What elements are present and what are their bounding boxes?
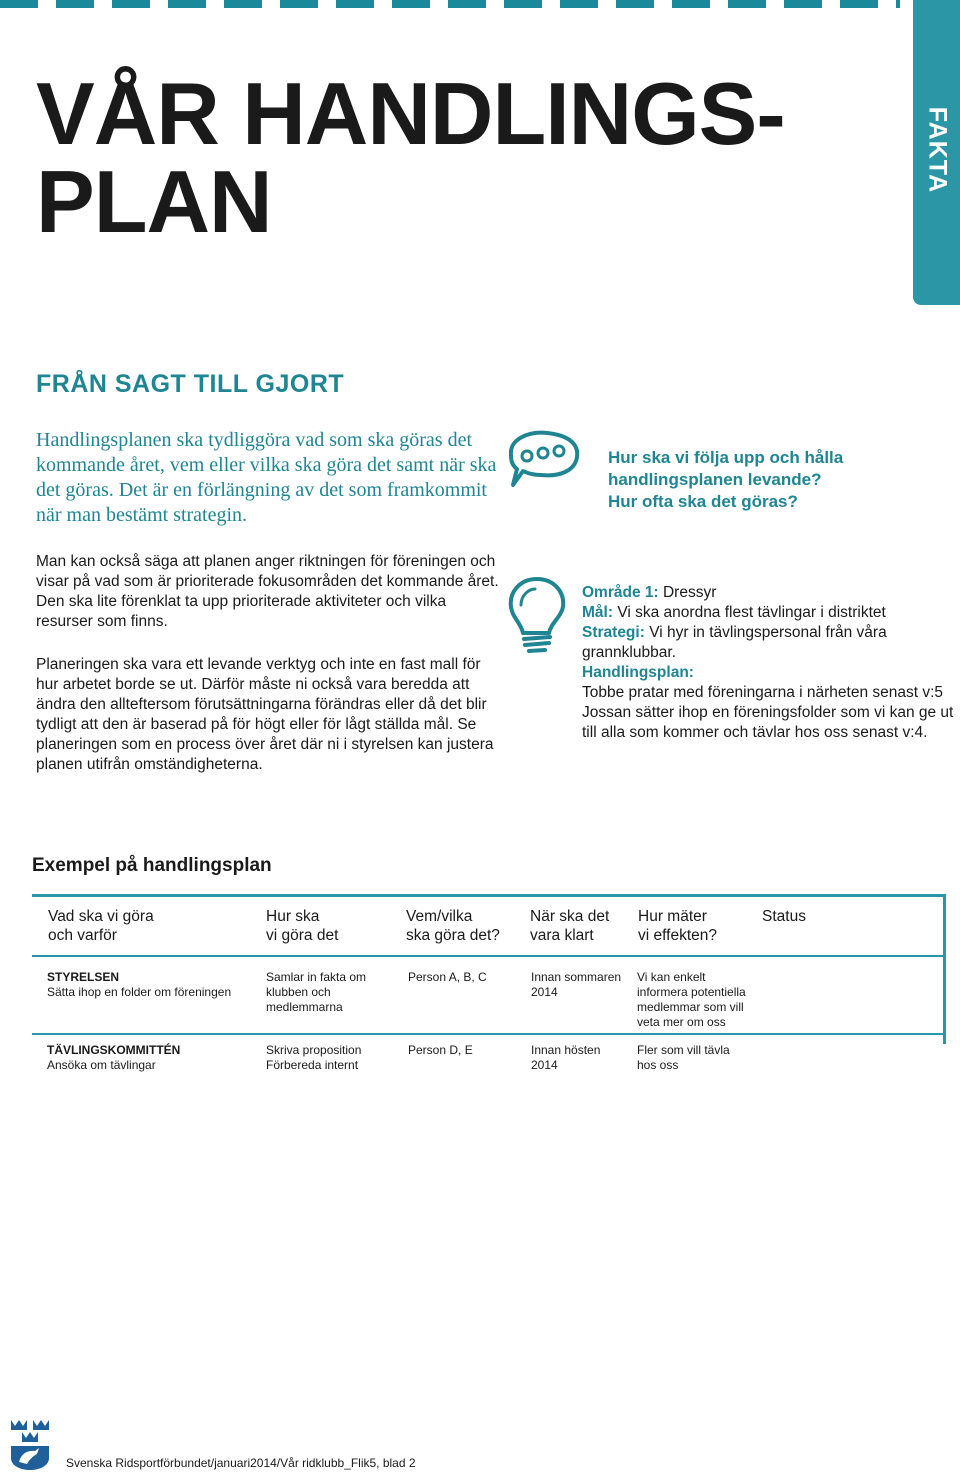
page-title <box>36 64 785 251</box>
header-line: ska göra det? <box>406 927 500 944</box>
example-strategy-label: Strategi: <box>582 624 645 641</box>
row-group-label: TÄVLINGSKOMMITTÉN <box>47 1043 181 1057</box>
table-row-2-measure <box>637 1043 730 1073</box>
table-row-1-who: Person A, B, C <box>408 970 487 984</box>
page-title-line-1: VÅR HANDLINGS- <box>36 64 785 163</box>
table-header-who <box>406 907 500 945</box>
row-task: Ansöka om tävlingar <box>47 1058 156 1072</box>
cell-line: hos oss <box>637 1058 679 1072</box>
table-row-1-when <box>531 970 621 1000</box>
table-divider <box>32 955 946 957</box>
table-row-1-how <box>266 970 366 1015</box>
table-header-what <box>48 907 154 945</box>
table-title: Exempel på handlingsplan <box>32 855 272 876</box>
followup-question-line: handlingsplanen levande? <box>608 470 822 489</box>
header-line: Vad ska vi göra <box>48 908 154 925</box>
followup-question-line: Hur ofta ska det göras? <box>608 492 798 511</box>
table-divider <box>32 1033 946 1035</box>
top-dashed-rule <box>0 0 900 8</box>
example-goal-value: Vi ska anordna flest tävlingar i distriktet <box>617 604 886 621</box>
table-header-measure <box>638 907 717 945</box>
example-goal-label: Mål: <box>582 604 613 621</box>
cell-line: Innan sommaren <box>531 970 622 984</box>
header-line: vi göra det <box>266 927 339 944</box>
cell-line: medlemmar som vill <box>637 1000 744 1014</box>
crest-logo-icon <box>5 1418 55 1480</box>
cell-line: Samlar in fakta om <box>266 970 367 984</box>
page-title-line-2: PLAN <box>36 152 272 251</box>
header-line: och varför <box>48 927 117 944</box>
body-paragraph-1: Man kan också säga att planen anger riktningen för föreningen och visar på vad som är prioriterade fokusområden det kommande året. Den ska lite förenklat ta upp prioriterade aktiviteter och vilka resurser som finns. <box>36 553 499 630</box>
example-strategy-value: Vi hyr in tävlingspersonal från våra grannklubbar. <box>582 624 887 661</box>
example-plan-text: Tobbe pratar med föreningarna i närheten senast v:5 Jossan sätter ihop en föreningsfolder som vi kan ge ut till alla som kommer och tävlar hos oss senast v:4. <box>582 684 954 741</box>
cell-line: Innan hösten <box>531 1043 601 1057</box>
header-line: Vem/vilka <box>406 908 473 925</box>
speech-bubble-icon <box>503 425 583 495</box>
example-strategy <box>582 623 957 663</box>
example-plan-label: Handlingsplan: <box>582 664 694 681</box>
cell-line: medlemmarna <box>266 1000 343 1014</box>
cell-line: veta mer om oss <box>637 1015 726 1029</box>
example-goal <box>582 603 957 623</box>
table-row-2-who: Person D, E <box>408 1043 473 1057</box>
followup-question <box>608 447 843 513</box>
example-area-value: Dressyr <box>662 584 717 601</box>
footer-text: Svenska Ridsportförbundet/januari2014/Vår ridklubb_Flik5, blad 2 <box>66 1456 416 1470</box>
header-line: vara klart <box>530 927 594 944</box>
fakta-tab-label: FAKTA <box>923 106 951 194</box>
fakta-tab <box>913 0 960 305</box>
lead-paragraph: Handlingsplanen ska tydliggöra vad som ska göras det kommande året, vem eller vilka ska göra det samt när ska det göras. Det är en förlängning av det som framkommit när man bestämt strategin. <box>36 429 497 526</box>
row-group-label: STYRELSEN <box>47 970 120 984</box>
table-row-2-how <box>266 1043 361 1073</box>
cell-line: klubben och <box>266 985 331 999</box>
cell-line: 2014 <box>531 1058 558 1072</box>
row-task: Sätta ihop en folder om föreningen <box>47 985 232 999</box>
example-area-label: Område 1: <box>582 584 659 601</box>
header-line: Status <box>762 908 806 925</box>
section-subheading: FRÅN SAGT TILL GJORT <box>36 370 345 398</box>
cell-line: Vi kan enkelt <box>637 970 706 984</box>
cell-line: informera potentiella <box>637 985 746 999</box>
header-line: När ska det <box>530 908 610 925</box>
cell-line: Förbereda internt <box>266 1058 359 1072</box>
header-line: Hur mäter <box>638 908 707 925</box>
table-row-2-when <box>531 1043 600 1073</box>
cell-line: Skriva proposition <box>266 1043 362 1057</box>
example-area <box>582 583 957 603</box>
table-row-1-measure <box>637 970 746 1030</box>
example-box <box>582 583 957 743</box>
table-row-1-what <box>47 970 231 1000</box>
table-header-how <box>266 907 338 945</box>
header-line: Hur ska <box>266 908 320 925</box>
table-row-2-what <box>47 1043 180 1073</box>
cell-line: 2014 <box>531 985 558 999</box>
followup-question-line: Hur ska vi följa upp och hålla <box>608 448 844 467</box>
header-line: vi effekten? <box>638 927 717 944</box>
body-paragraph-2: Planeringen ska vara ett levande verktyg och inte en fast mall för hur arbetet borde se ut. Därför måste ni också vara beredda att ändra den allteftersom förutsättningarna förändras eller då det blir tydligt att den är baserad på för högt eller för lågt ställda mål. Se planeringen som en process över året där ni i styrelsen kan justera planen utifrån omständigheterna. <box>36 656 494 773</box>
table-header-status <box>762 907 806 926</box>
table-header-when <box>530 907 609 945</box>
cell-line: Fler som vill tävla <box>637 1043 730 1057</box>
lightbulb-icon <box>505 575 570 655</box>
